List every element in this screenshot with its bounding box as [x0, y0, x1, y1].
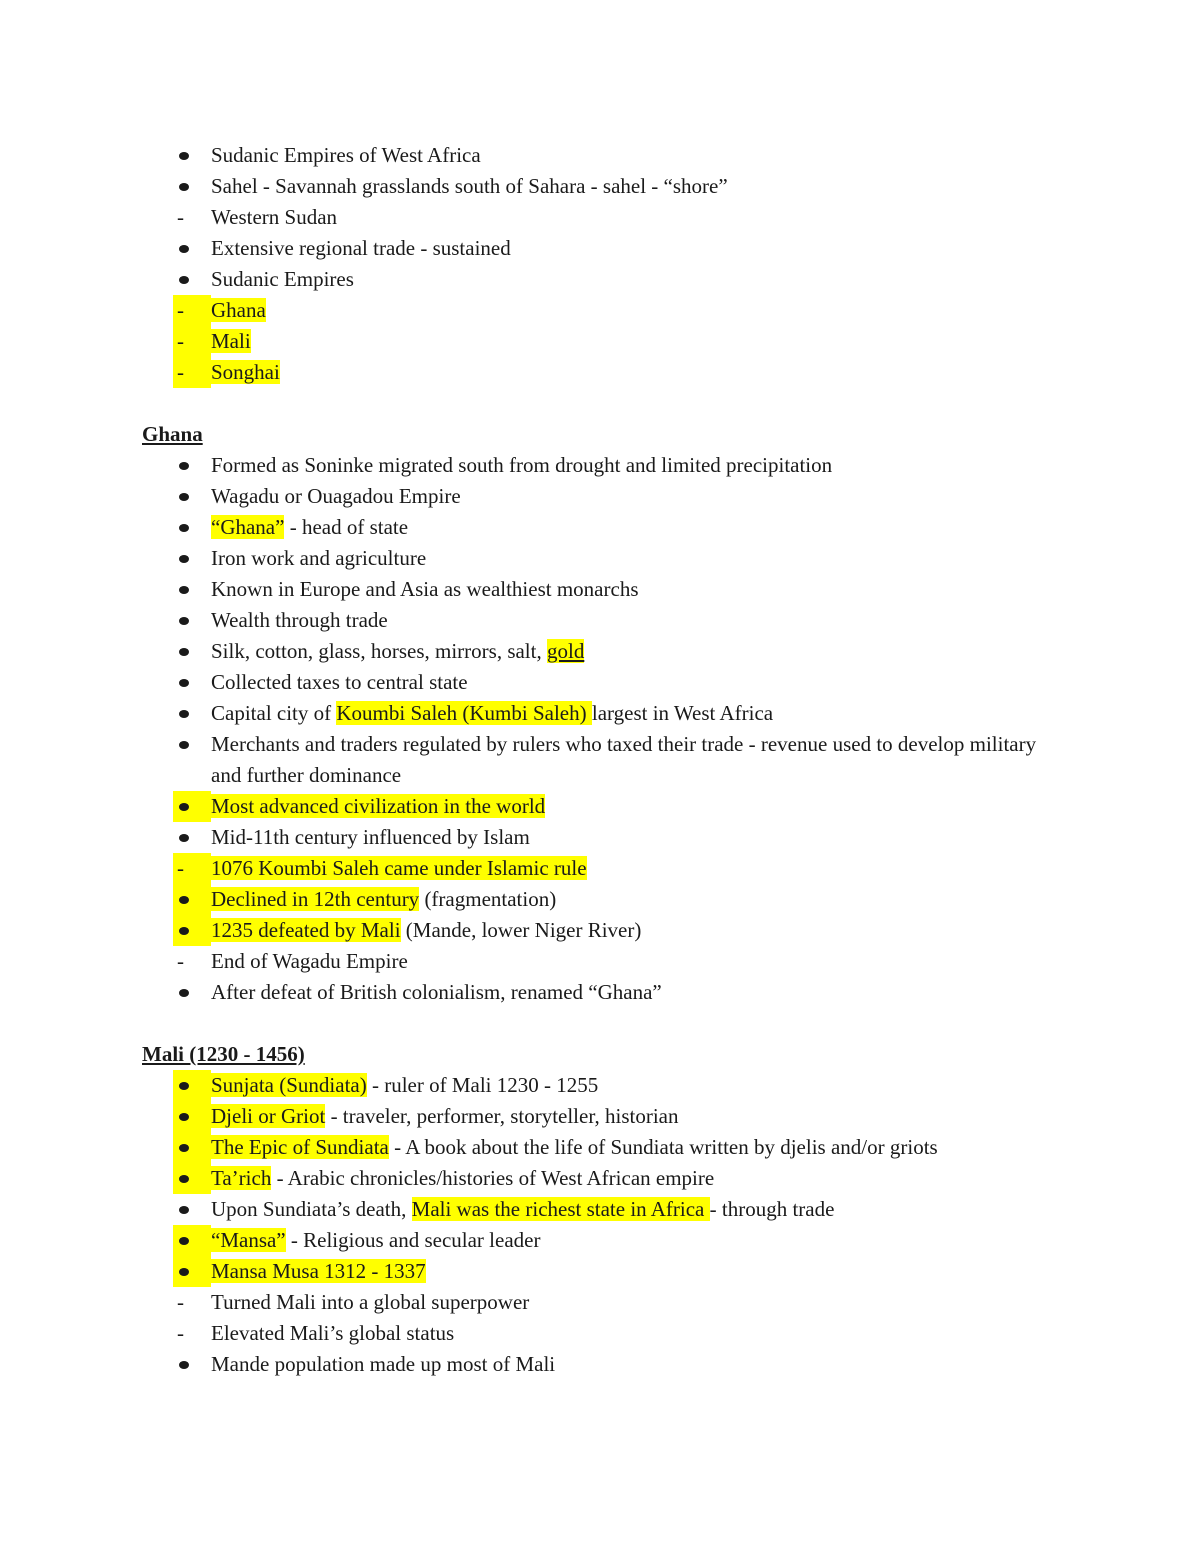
item-text: Wealth through trade [211, 608, 388, 632]
bullet-icon [173, 543, 211, 574]
list-item [0, 729, 1200, 791]
list-item [0, 853, 1200, 884]
bullet-list [0, 1070, 1200, 1380]
list-item [0, 667, 1200, 698]
item-text: Upon Sundiata’s death, [211, 1197, 412, 1221]
dash-icon [173, 326, 211, 357]
item-text: Known in Europe and Asia as wealthiest monarchs [211, 577, 639, 601]
item-text: Sudanic Empires of West Africa [211, 143, 481, 167]
list-item [0, 884, 1200, 915]
document-page [0, 140, 1200, 1380]
list-item [0, 1070, 1200, 1101]
highlighted-text: Declined in 12th century [211, 887, 420, 911]
list-item [0, 1132, 1200, 1163]
list-item [0, 1225, 1200, 1256]
item-text: Mid-11th century influenced by Islam [211, 825, 530, 849]
bullet-icon [173, 512, 211, 543]
highlighted-text: The Epic of Sundiata [211, 1135, 389, 1159]
item-text: - head of state [284, 515, 409, 539]
list-item [0, 543, 1200, 574]
bullet-icon [173, 450, 211, 481]
item-text: Turned Mali into a global superpower [211, 1290, 530, 1314]
item-text: Formed as Soninke migrated south from drought and limited precipitation [211, 453, 833, 477]
highlighted-text: Ghana [211, 298, 266, 322]
highlighted-text: Most advanced civilization in the world [211, 794, 546, 818]
highlighted-text: Sunjata (Sundiata) [211, 1073, 367, 1097]
dash-icon [173, 357, 211, 388]
bullet-icon [173, 977, 211, 1008]
list-item [0, 636, 1200, 667]
bullet-icon [173, 233, 211, 264]
item-text: Wagadu or Ouagadou Empire [211, 484, 461, 508]
item-text: Capital city of [211, 701, 337, 725]
item-text: Elevated Mali’s global status [211, 1321, 455, 1345]
item-text: Sahel - Savannah grasslands south of Sahara - sahel - “shore” [211, 174, 728, 198]
bullet-icon [173, 667, 211, 698]
item-text: Merchants and traders regulated by rulers who taxed their trade - revenue used to develop military and further dominance [211, 732, 1037, 787]
list-item [0, 481, 1200, 512]
bullet-list [0, 450, 1200, 1008]
item-text: Sudanic Empires [211, 267, 354, 291]
section-heading-text: Ghana [142, 422, 203, 446]
item-text: - Religious and secular leader [285, 1228, 541, 1252]
highlighted-text: 1235 defeated by Mali [211, 918, 401, 942]
bullet-icon [173, 140, 211, 171]
list-item [0, 140, 1200, 171]
list-item [0, 326, 1200, 357]
list-item [0, 1163, 1200, 1194]
bullet-icon [173, 884, 211, 915]
dash-icon [173, 1318, 211, 1349]
list-item [0, 1287, 1200, 1318]
list-item [0, 233, 1200, 264]
item-text: Mande population made up most of Mali [211, 1352, 556, 1376]
item-text: - ruler of Mali 1230 - 1255 [366, 1073, 599, 1097]
item-text: (Mande, lower Niger River) [400, 918, 642, 942]
bullet-icon [173, 1349, 211, 1380]
item-text: Extensive regional trade - sustained [211, 236, 511, 260]
list-item [0, 202, 1200, 233]
list-item [0, 357, 1200, 388]
list-item [0, 1101, 1200, 1132]
bullet-list [0, 140, 1200, 388]
item-text: Iron work and agriculture [211, 546, 427, 570]
item-text: After defeat of British colonialism, renamed “Ghana” [211, 980, 662, 1004]
bullet-icon [173, 605, 211, 636]
section-heading [142, 1039, 1200, 1070]
highlighted-text: Ta’rich [211, 1166, 272, 1190]
list-item [0, 264, 1200, 295]
list-item [0, 698, 1200, 729]
dash-icon [173, 946, 211, 977]
item-text: Silk, cotton, glass, horses, mirrors, salt, [211, 639, 547, 663]
bullet-icon [173, 1070, 211, 1101]
bullet-icon [173, 915, 211, 946]
dash-icon [173, 295, 211, 326]
bullet-icon [173, 574, 211, 605]
list-item [0, 171, 1200, 202]
list-item [0, 295, 1200, 326]
list-item [0, 791, 1200, 822]
highlighted-text: Mali [211, 329, 251, 353]
bullet-icon [173, 1132, 211, 1163]
bullet-icon [173, 264, 211, 295]
list-item [0, 574, 1200, 605]
bullet-icon [173, 171, 211, 202]
list-item [0, 450, 1200, 481]
highlighted-text: Koumbi Saleh (Kumbi Saleh) [336, 701, 592, 725]
highlighted-text: “Ghana” [211, 515, 285, 539]
section-heading [142, 419, 1200, 450]
list-item [0, 512, 1200, 543]
item-text: End of Wagadu Empire [211, 949, 408, 973]
list-item [0, 1256, 1200, 1287]
dash-icon [173, 202, 211, 233]
dash-icon [173, 1287, 211, 1318]
bullet-icon [173, 1101, 211, 1132]
item-text: - traveler, performer, storyteller, historian [325, 1104, 679, 1128]
item-text: largest in West Africa [591, 701, 774, 725]
bullet-icon [173, 698, 211, 729]
section-gap [0, 388, 1200, 419]
list-item [0, 822, 1200, 853]
item-text: - A book about the life of Sundiata written by djelis and/or griots [388, 1135, 938, 1159]
bullet-icon [173, 822, 211, 853]
list-item [0, 915, 1200, 946]
list-item [0, 1349, 1200, 1380]
highlighted-text: Mansa Musa 1312 - 1337 [211, 1259, 426, 1283]
item-text: (fragmentation) [419, 887, 557, 911]
list-item [0, 1318, 1200, 1349]
section-heading-text: Mali (1230 - 1456) [142, 1042, 305, 1066]
bullet-icon [173, 636, 211, 667]
list-item [0, 1194, 1200, 1225]
bullet-icon [173, 1163, 211, 1194]
dash-icon [173, 853, 211, 884]
item-text: Collected taxes to central state [211, 670, 468, 694]
item-text: - Arabic chronicles/histories of West African empire [271, 1166, 715, 1190]
bullet-icon [173, 791, 211, 822]
bullet-icon [173, 1225, 211, 1256]
highlighted-text: Songhai [211, 360, 280, 384]
highlighted-text: “Mansa” [211, 1228, 286, 1252]
item-text: - through trade [709, 1197, 835, 1221]
bullet-icon [173, 1194, 211, 1225]
list-item [0, 946, 1200, 977]
highlighted-text: Djeli or Griot [211, 1104, 326, 1128]
section-gap [0, 1008, 1200, 1039]
bullet-icon [173, 729, 211, 760]
bullet-icon [173, 1256, 211, 1287]
item-text: Western Sudan [211, 205, 338, 229]
highlighted-text: Mali was the richest state in Africa [411, 1197, 710, 1221]
list-item [0, 605, 1200, 636]
list-item [0, 977, 1200, 1008]
bullet-icon [173, 481, 211, 512]
highlighted-text: 1076 Koumbi Saleh came under Islamic rule [211, 856, 587, 880]
highlighted-text: gold [546, 639, 585, 663]
